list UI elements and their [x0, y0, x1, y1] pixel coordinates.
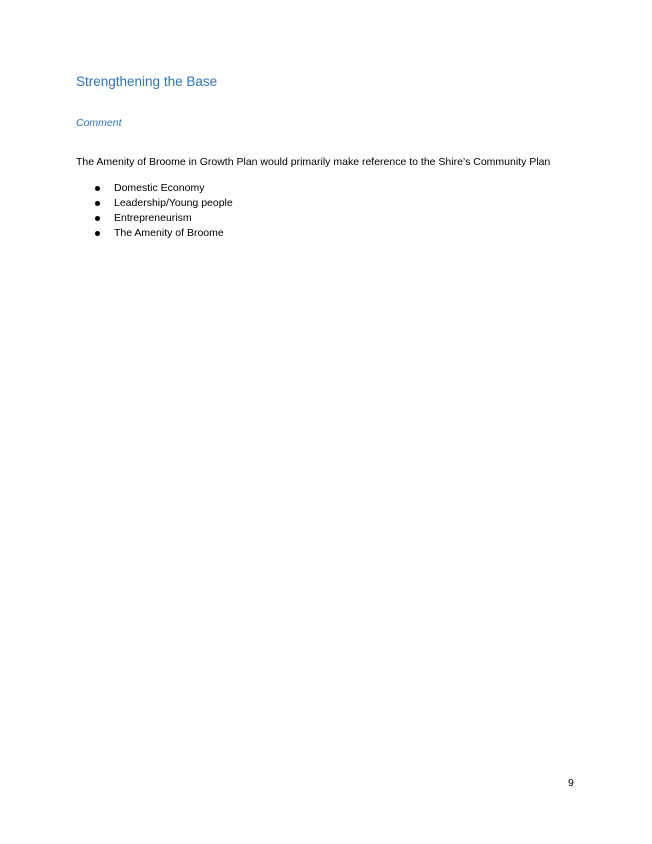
- list-item-text: Leadership/Young people: [114, 197, 233, 209]
- list-item-text: The Amenity of Broome: [114, 227, 224, 239]
- bullet-icon: [95, 201, 100, 206]
- list-item-text: Entrepreneurism: [114, 212, 192, 224]
- section-heading: Strengthening the Base: [76, 74, 218, 89]
- comment-subheading: Comment: [76, 117, 122, 129]
- page-number: 9: [568, 777, 574, 789]
- bullet-icon: [95, 216, 100, 221]
- bullet-icon: [95, 231, 100, 236]
- body-paragraph: The Amenity of Broome in Growth Plan would primarily make reference to the Shire’s Community Plan: [76, 156, 551, 168]
- bullet-icon: [95, 186, 100, 191]
- list-item-text: Domestic Economy: [114, 182, 205, 194]
